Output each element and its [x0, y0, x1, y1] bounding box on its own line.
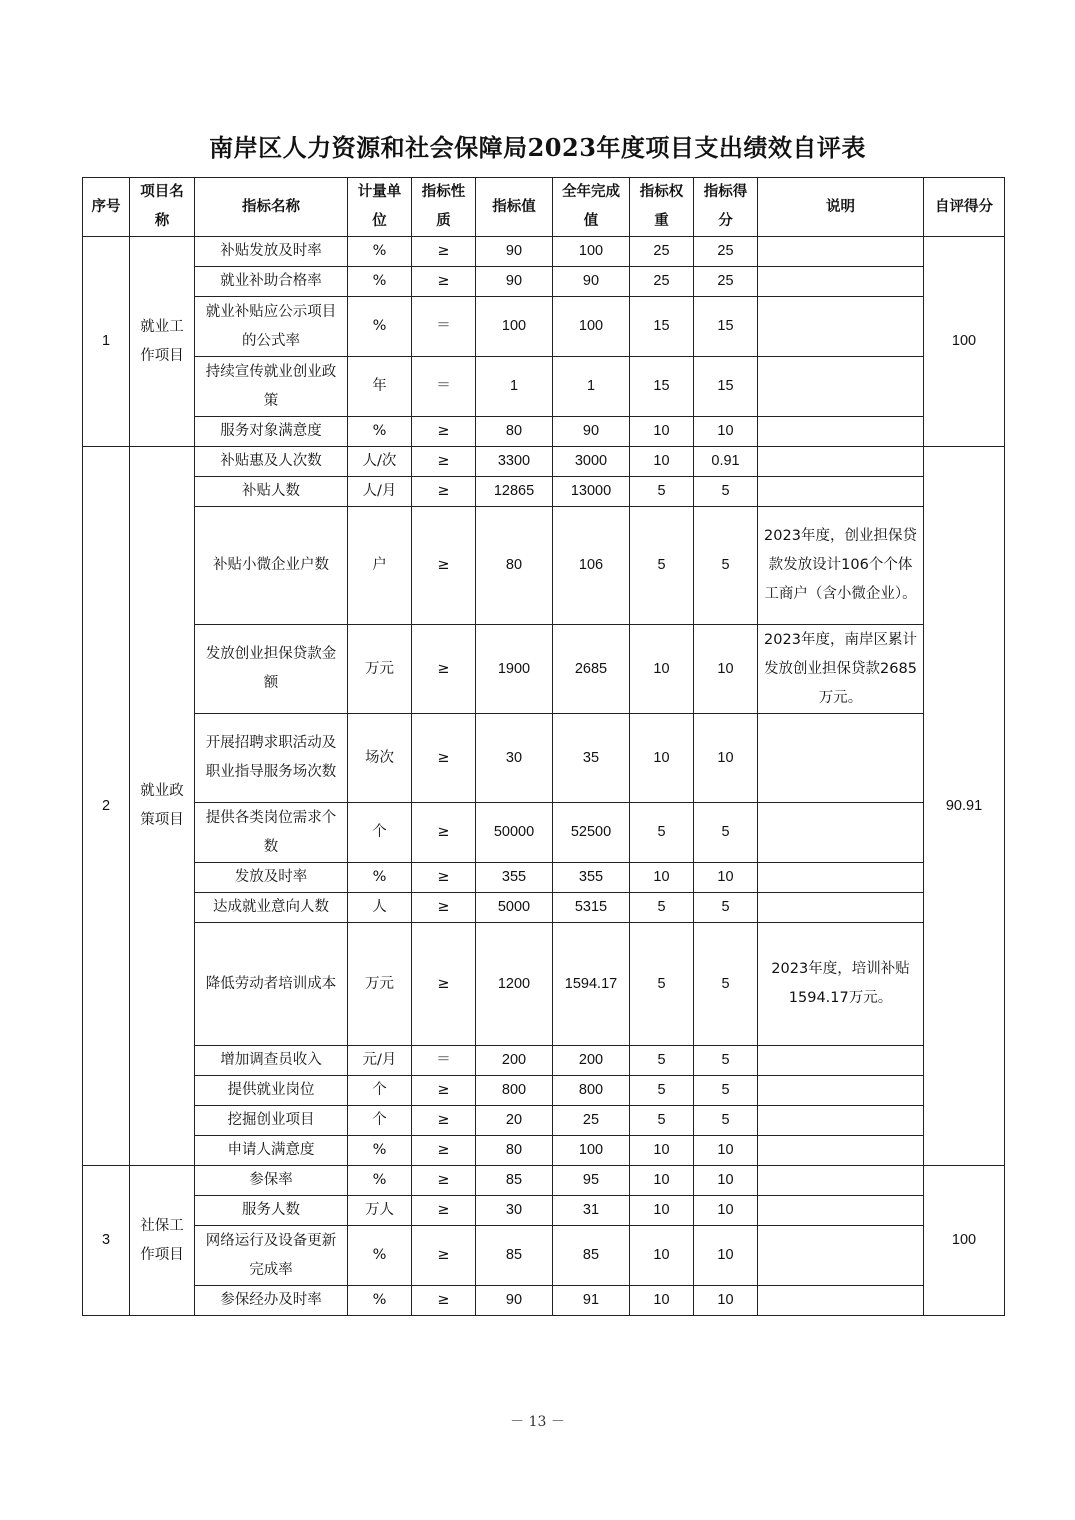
note-cell	[758, 1046, 924, 1076]
score-cell: 25	[694, 237, 758, 267]
score-cell: 10	[694, 714, 758, 803]
actual-cell: 31	[553, 1196, 630, 1226]
nature-cell: ≥	[412, 447, 476, 477]
indicator-cell: 提供各类岗位需求个数	[195, 803, 348, 863]
nature-cell: ＝	[412, 357, 476, 417]
actual-cell: 52500	[553, 803, 630, 863]
indicator-cell: 挖掘创业项目	[195, 1106, 348, 1136]
target-cell: 85	[476, 1166, 553, 1196]
note-cell	[758, 1196, 924, 1226]
table-row	[83, 357, 1005, 417]
seq-cell: 1	[83, 237, 130, 447]
indicator-cell: 补贴人数	[195, 477, 348, 507]
self-score-cell: 100	[924, 1166, 1005, 1316]
nature-cell: ≥	[412, 1196, 476, 1226]
note-cell	[758, 267, 924, 297]
weight-cell: 5	[630, 803, 694, 863]
target-cell: 80	[476, 507, 553, 625]
nature-cell: ≥	[412, 1136, 476, 1166]
indicator-cell: 参保率	[195, 1166, 348, 1196]
table-row	[83, 893, 1005, 923]
unit-cell: %	[348, 297, 412, 357]
actual-cell: 95	[553, 1166, 630, 1196]
actual-cell: 200	[553, 1046, 630, 1076]
actual-cell: 35	[553, 714, 630, 803]
weight-cell: 10	[630, 417, 694, 447]
seq-cell: 3	[83, 1166, 130, 1316]
unit-cell: 元/月	[348, 1046, 412, 1076]
note-cell: 2023年度，培训补贴1594.17万元。	[758, 923, 924, 1046]
weight-cell: 10	[630, 1136, 694, 1166]
table-row	[83, 1106, 1005, 1136]
note-cell	[758, 1076, 924, 1106]
unit-cell: 万人	[348, 1196, 412, 1226]
target-cell: 30	[476, 714, 553, 803]
indicator-cell: 参保经办及时率	[195, 1286, 348, 1316]
score-cell: 5	[694, 923, 758, 1046]
target-cell: 355	[476, 863, 553, 893]
nature-cell: ≥	[412, 267, 476, 297]
score-cell: 10	[694, 417, 758, 447]
indicator-cell: 发放及时率	[195, 863, 348, 893]
indicator-cell: 就业补助合格率	[195, 267, 348, 297]
project-cell: 就业工作项目	[130, 237, 195, 447]
table-row	[83, 477, 1005, 507]
actual-cell: 90	[553, 267, 630, 297]
score-cell: 5	[694, 893, 758, 923]
actual-cell: 85	[553, 1226, 630, 1286]
unit-cell: %	[348, 267, 412, 297]
note-cell	[758, 1226, 924, 1286]
actual-cell: 25	[553, 1106, 630, 1136]
actual-cell: 91	[553, 1286, 630, 1316]
note-cell	[758, 1136, 924, 1166]
header-project: 项目名称	[130, 178, 195, 237]
nature-cell: ≥	[412, 477, 476, 507]
table-row	[83, 1196, 1005, 1226]
indicator-cell: 服务人数	[195, 1196, 348, 1226]
weight-cell: 5	[630, 1046, 694, 1076]
header-actual: 全年完成值	[553, 178, 630, 237]
target-cell: 3300	[476, 447, 553, 477]
weight-cell: 5	[630, 923, 694, 1046]
score-cell: 15	[694, 297, 758, 357]
note-cell	[758, 237, 924, 267]
table-row	[83, 803, 1005, 863]
unit-cell: 人/次	[348, 447, 412, 477]
actual-cell: 100	[553, 297, 630, 357]
unit-cell: %	[348, 1226, 412, 1286]
performance-table	[82, 177, 1005, 1316]
nature-cell: ≥	[412, 1076, 476, 1106]
page-number: － 13 －	[510, 1414, 565, 1430]
actual-cell: 100	[553, 237, 630, 267]
indicator-cell: 补贴惠及人次数	[195, 447, 348, 477]
target-cell: 50000	[476, 803, 553, 863]
unit-cell: 户	[348, 507, 412, 625]
table-row	[83, 507, 1005, 625]
note-cell: 2023年度，南岸区累计发放创业担保贷款2685万元。	[758, 625, 924, 714]
seq-cell: 2	[83, 447, 130, 1166]
table-row	[83, 923, 1005, 1046]
weight-cell: 5	[630, 507, 694, 625]
table-row	[83, 1286, 1005, 1316]
nature-cell: ≥	[412, 237, 476, 267]
target-cell: 30	[476, 1196, 553, 1226]
indicator-cell: 申请人满意度	[195, 1136, 348, 1166]
nature-cell: ≥	[412, 893, 476, 923]
weight-cell: 10	[630, 447, 694, 477]
score-cell: 15	[694, 357, 758, 417]
score-cell: 10	[694, 1196, 758, 1226]
actual-cell: 1594.17	[553, 923, 630, 1046]
target-cell: 200	[476, 1046, 553, 1076]
nature-cell: ≥	[412, 803, 476, 863]
nature-cell: ＝	[412, 1046, 476, 1076]
indicator-cell: 补贴发放及时率	[195, 237, 348, 267]
indicator-cell: 达成就业意向人数	[195, 893, 348, 923]
table-row	[83, 1136, 1005, 1166]
score-cell: 5	[694, 1076, 758, 1106]
header-weight: 指标权重	[630, 178, 694, 237]
unit-cell: 个	[348, 1106, 412, 1136]
unit-cell: 个	[348, 1076, 412, 1106]
note-cell	[758, 714, 924, 803]
score-cell: 5	[694, 477, 758, 507]
self-score-cell: 90.91	[924, 447, 1005, 1166]
indicator-cell: 提供就业岗位	[195, 1076, 348, 1106]
table-row	[83, 1076, 1005, 1106]
note-cell	[758, 297, 924, 357]
actual-cell: 90	[553, 417, 630, 447]
target-cell: 800	[476, 1076, 553, 1106]
unit-cell: %	[348, 417, 412, 447]
actual-cell: 13000	[553, 477, 630, 507]
score-cell: 10	[694, 1286, 758, 1316]
score-cell: 10	[694, 1226, 758, 1286]
table-row	[83, 237, 1005, 267]
target-cell: 80	[476, 1136, 553, 1166]
weight-cell: 10	[630, 1286, 694, 1316]
note-cell	[758, 803, 924, 863]
unit-cell: %	[348, 1286, 412, 1316]
table-row	[83, 297, 1005, 357]
nature-cell: ≥	[412, 714, 476, 803]
unit-cell: %	[348, 237, 412, 267]
indicator-cell: 增加调查员收入	[195, 1046, 348, 1076]
target-cell: 12865	[476, 477, 553, 507]
indicator-cell: 网络运行及设备更新完成率	[195, 1226, 348, 1286]
table-row	[83, 267, 1005, 297]
score-cell: 10	[694, 625, 758, 714]
page-title: 南岸区人力资源和社会保障局2023年度项目支出绩效自评表	[209, 133, 866, 162]
weight-cell: 5	[630, 1076, 694, 1106]
nature-cell: ≥	[412, 863, 476, 893]
header-nature: 指标性质	[412, 178, 476, 237]
unit-cell: 个	[348, 803, 412, 863]
actual-cell: 355	[553, 863, 630, 893]
target-cell: 100	[476, 297, 553, 357]
header-seq: 序号	[83, 178, 130, 237]
score-cell: 25	[694, 267, 758, 297]
actual-cell: 1	[553, 357, 630, 417]
indicator-cell: 开展招聘求职活动及职业指导服务场次数	[195, 714, 348, 803]
unit-cell: %	[348, 1136, 412, 1166]
actual-cell: 3000	[553, 447, 630, 477]
weight-cell: 10	[630, 625, 694, 714]
target-cell: 5000	[476, 893, 553, 923]
project-cell: 社保工作项目	[130, 1166, 195, 1316]
note-cell	[758, 1166, 924, 1196]
score-cell: 5	[694, 1106, 758, 1136]
target-cell: 90	[476, 1286, 553, 1316]
indicator-cell: 补贴小微企业户数	[195, 507, 348, 625]
header-unit: 计量单位	[348, 178, 412, 237]
project-cell: 就业政策项目	[130, 447, 195, 1166]
note-cell	[758, 357, 924, 417]
table-row	[83, 714, 1005, 803]
note-cell	[758, 863, 924, 893]
weight-cell: 10	[630, 1196, 694, 1226]
weight-cell: 10	[630, 1166, 694, 1196]
note-cell: 2023年度，创业担保贷款发放设计106个个体工商户（含小微企业）。	[758, 507, 924, 625]
unit-cell: 年	[348, 357, 412, 417]
target-cell: 1	[476, 357, 553, 417]
weight-cell: 5	[630, 1106, 694, 1136]
score-cell: 5	[694, 1046, 758, 1076]
weight-cell: 10	[630, 863, 694, 893]
table-row	[83, 447, 1005, 477]
header-self-score: 自评得分	[924, 178, 1005, 237]
weight-cell: 5	[630, 893, 694, 923]
target-cell: 20	[476, 1106, 553, 1136]
nature-cell: ＝	[412, 297, 476, 357]
unit-cell: 场次	[348, 714, 412, 803]
table-row	[83, 417, 1005, 447]
note-cell	[758, 477, 924, 507]
actual-cell: 2685	[553, 625, 630, 714]
unit-cell: 万元	[348, 923, 412, 1046]
actual-cell: 800	[553, 1076, 630, 1106]
score-cell: 5	[694, 507, 758, 625]
weight-cell: 5	[630, 477, 694, 507]
weight-cell: 10	[630, 1226, 694, 1286]
table-row	[83, 625, 1005, 714]
score-cell: 10	[694, 1166, 758, 1196]
actual-cell: 100	[553, 1136, 630, 1166]
weight-cell: 25	[630, 237, 694, 267]
header-score: 指标得分	[694, 178, 758, 237]
header-indicator: 指标名称	[195, 178, 348, 237]
actual-cell: 5315	[553, 893, 630, 923]
target-cell: 80	[476, 417, 553, 447]
table-row	[83, 1166, 1005, 1196]
score-cell: 10	[694, 863, 758, 893]
nature-cell: ≥	[412, 923, 476, 1046]
nature-cell: ≥	[412, 1166, 476, 1196]
target-cell: 1900	[476, 625, 553, 714]
score-cell: 10	[694, 1136, 758, 1166]
nature-cell: ≥	[412, 1286, 476, 1316]
score-cell: 5	[694, 803, 758, 863]
weight-cell: 25	[630, 267, 694, 297]
unit-cell: %	[348, 1166, 412, 1196]
weight-cell: 15	[630, 297, 694, 357]
table-row	[83, 1046, 1005, 1076]
target-cell: 90	[476, 237, 553, 267]
target-cell: 85	[476, 1226, 553, 1286]
self-score-cell: 100	[924, 237, 1005, 447]
header-note: 说明	[758, 178, 924, 237]
target-cell: 90	[476, 267, 553, 297]
weight-cell: 10	[630, 714, 694, 803]
indicator-cell: 持续宣传就业创业政策	[195, 357, 348, 417]
indicator-cell: 降低劳动者培训成本	[195, 923, 348, 1046]
nature-cell: ≥	[412, 1106, 476, 1136]
nature-cell: ≥	[412, 625, 476, 714]
note-cell	[758, 1106, 924, 1136]
unit-cell: %	[348, 863, 412, 893]
table-row	[83, 863, 1005, 893]
note-cell	[758, 893, 924, 923]
actual-cell: 106	[553, 507, 630, 625]
note-cell	[758, 417, 924, 447]
indicator-cell: 就业补贴应公示项目的公式率	[195, 297, 348, 357]
indicator-cell: 发放创业担保贷款金额	[195, 625, 348, 714]
target-cell: 1200	[476, 923, 553, 1046]
unit-cell: 人	[348, 893, 412, 923]
nature-cell: ≥	[412, 417, 476, 447]
note-cell	[758, 447, 924, 477]
score-cell: 0.91	[694, 447, 758, 477]
nature-cell: ≥	[412, 1226, 476, 1286]
unit-cell: 万元	[348, 625, 412, 714]
indicator-cell: 服务对象满意度	[195, 417, 348, 447]
weight-cell: 15	[630, 357, 694, 417]
table-row	[83, 1226, 1005, 1286]
note-cell	[758, 1286, 924, 1316]
unit-cell: 人/月	[348, 477, 412, 507]
nature-cell: ≥	[412, 507, 476, 625]
header-target: 指标值	[476, 178, 553, 237]
header-row	[83, 178, 1005, 237]
